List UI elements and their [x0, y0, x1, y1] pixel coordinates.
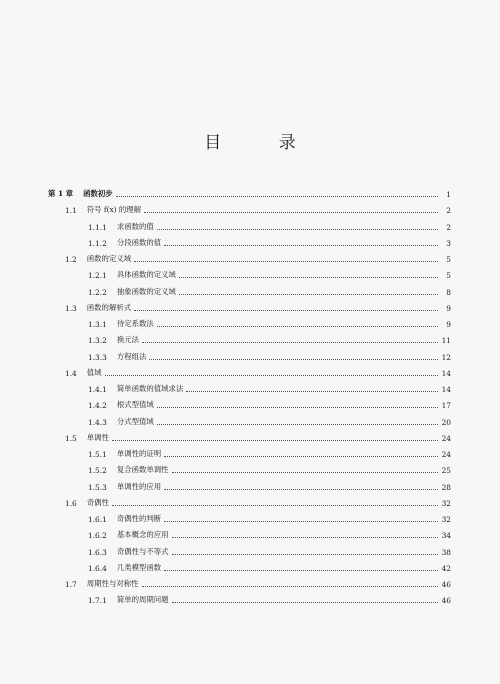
toc-entry-title: 奇偶性: [86, 497, 109, 507]
toc-entry-title: 周期性与对称性: [86, 579, 139, 588]
toc-entry-title: 换元法: [116, 335, 139, 345]
toc-entry-sub[interactable]: [88, 348, 451, 362]
toc-entry-number: 1.5.1: [88, 450, 107, 459]
toc-entry-title: 函数的解析式: [86, 302, 132, 312]
toc-entry-number: 1.6.4: [88, 563, 107, 573]
toc-dot-leader: [186, 390, 438, 392]
toc-entry-number: 1.7.1: [88, 596, 107, 606]
toc-entry-number: 1.5.2: [88, 466, 107, 476]
toc-entry-page-number: 1: [446, 190, 451, 199]
toc-entry-page-number: 42: [441, 563, 451, 573]
toc-entry-title: 待定系数法: [116, 319, 154, 328]
toc-dot-leader: [112, 439, 438, 441]
toc-entry-number: 1.1: [65, 206, 77, 216]
toc-entry-number: 1.5: [65, 433, 77, 443]
toc-entry-page-number: 32: [441, 515, 451, 524]
toc-entry-sub[interactable]: [88, 543, 451, 557]
toc-entry-page-number: 24: [441, 450, 451, 459]
toc-entry-number: 1.4.1: [88, 385, 107, 394]
toc-dot-leader: [172, 553, 438, 555]
toc-entry-sub[interactable]: [88, 331, 451, 345]
toc-entry-number: 1.2.2: [88, 287, 107, 297]
toc-dot-leader: [157, 325, 438, 327]
toc-dot-leader: [164, 244, 438, 246]
toc-entry-page-number: 17: [441, 401, 451, 411]
toc-dot-leader: [144, 211, 438, 213]
toc-entry-sub[interactable]: [88, 396, 451, 410]
toc-entry-number: 1.3.3: [88, 352, 107, 362]
toc-entry-title: 方程组法: [116, 351, 147, 361]
toc-entry-page-number: 11: [441, 336, 451, 346]
toc-dot-leader: [164, 455, 438, 457]
toc-entry-sub[interactable]: [88, 413, 451, 427]
toc-entry-sub[interactable]: [88, 478, 451, 492]
page-title: 目 录: [204, 133, 322, 153]
toc-entry-number: 1.6.2: [88, 531, 107, 541]
toc-dot-leader: [172, 536, 438, 538]
toc-entry-page-number: 38: [441, 547, 451, 557]
toc-entry-sub[interactable]: [88, 526, 451, 540]
toc-entry-number: 1.7: [65, 580, 77, 589]
toc-dot-leader: [134, 260, 438, 262]
toc-entry-title: 简单函数的值域求法: [116, 384, 184, 393]
toc-entry-title: 函数的定义域: [86, 254, 132, 263]
toc-entry-number: 1.3.2: [88, 336, 107, 346]
toc-entry-title: 求函数的值: [116, 221, 154, 231]
toc-entry-sub[interactable]: [88, 445, 451, 459]
toc-entry-number: 第 1 章: [48, 189, 74, 198]
toc-entry-title: 单调性: [86, 432, 109, 442]
toc-entry-title: 基本概念的应用: [116, 530, 169, 540]
toc-dot-leader: [112, 504, 438, 506]
toc-entry-page-number: 5: [446, 255, 451, 264]
toc-entry-sub[interactable]: [88, 461, 451, 475]
toc-entry-title: 奇偶性与不等式: [116, 546, 169, 556]
toc-dot-leader: [157, 406, 438, 408]
toc-entry-page-number: 9: [446, 320, 451, 329]
toc-entry-page-number: 24: [441, 433, 451, 443]
toc-entry-section[interactable]: [65, 364, 451, 378]
toc-dot-leader: [157, 423, 438, 425]
toc-entry-title: 简单的周期问题: [116, 595, 169, 605]
toc-entry-sub[interactable]: [88, 218, 451, 232]
toc-entry-section[interactable]: [65, 429, 451, 443]
toc-entry-section[interactable]: [65, 494, 451, 508]
toc-entry-title: 符号 f(x) 的理解: [86, 205, 142, 215]
toc-entry-number: 1.3.1: [88, 320, 107, 329]
toc-entry-title: 几类模型函数: [116, 562, 162, 572]
toc-entry-page-number: 8: [446, 287, 451, 297]
toc-entry-title: 值域: [86, 367, 102, 377]
toc-entry-number: 1.1.2: [88, 238, 107, 248]
toc-entry-sub[interactable]: [88, 510, 451, 524]
toc-entry-page-number: 25: [441, 466, 451, 476]
toc-dot-leader: [179, 276, 438, 278]
toc-entry-page-number: 5: [446, 271, 451, 281]
toc-entry-sub[interactable]: [88, 591, 451, 605]
toc-entry-page-number: 46: [441, 596, 451, 606]
toc-entry-number: 1.5.3: [88, 482, 107, 492]
toc-entry-title: 单调性的应用: [116, 481, 162, 491]
toc-dot-leader: [149, 358, 438, 360]
toc-entry-number: 1.2: [65, 255, 77, 264]
toc-entry-page-number: 32: [441, 498, 451, 508]
toc-dot-leader: [142, 341, 438, 343]
toc-entry-sub[interactable]: [88, 559, 451, 573]
toc-entry-page-number: 34: [441, 531, 451, 541]
toc-entry-sub[interactable]: [88, 234, 451, 248]
toc-entry-page-number: 12: [441, 352, 451, 362]
toc-dot-leader: [164, 488, 438, 490]
toc-entry-page-number: 20: [441, 417, 451, 427]
toc-entry-sub[interactable]: [88, 315, 451, 329]
toc-entry-title: 具体函数的定义域: [116, 270, 176, 280]
toc-entry-sub[interactable]: [88, 283, 451, 297]
toc-entry-page-number: 14: [441, 368, 451, 378]
toc-entry-page-number: 9: [446, 303, 451, 313]
toc-dot-leader: [164, 569, 438, 571]
toc-dot-leader: [172, 471, 438, 473]
toc-dot-leader: [172, 601, 438, 603]
toc-entry-page-number: 28: [441, 482, 451, 492]
toc-dot-leader: [164, 520, 438, 522]
toc-entry-title: 根式型值域: [116, 400, 154, 410]
toc-entry-section[interactable]: [65, 299, 451, 313]
toc-entry-title: 分式型值域: [116, 416, 154, 426]
toc-entry-number: 1.6: [65, 498, 77, 508]
toc-entry-number: 1.3: [65, 303, 77, 313]
toc-dot-leader: [157, 228, 438, 230]
toc-entry-page-number: 14: [441, 385, 451, 394]
toc-entry-title: 奇偶性的判断: [116, 514, 162, 523]
toc-entry-page-number: 3: [446, 238, 451, 248]
toc-entry-title: 分段函数的值: [116, 237, 162, 247]
toc-entry-title: 函数初步: [83, 189, 113, 198]
toc-entry-number: 1.4.3: [88, 417, 107, 427]
toc-dot-leader: [116, 195, 438, 197]
toc-entry-number: 1.6.1: [88, 515, 107, 524]
toc-entry-title: 抽象函数的定义域: [116, 286, 176, 296]
toc-entry-sub[interactable]: [88, 266, 451, 280]
toc-entry-page-number: 2: [446, 206, 451, 216]
toc-entry-number: 1.1.1: [88, 222, 107, 232]
toc-entry-number: 1.2.1: [88, 271, 107, 281]
toc-entry-number: 1.6.3: [88, 547, 107, 557]
toc-dot-leader: [179, 293, 438, 295]
toc-entry-sub[interactable]: [88, 380, 451, 394]
toc-entry-page-number: 46: [441, 580, 451, 589]
toc-entry-section[interactable]: [65, 201, 451, 215]
toc-entry-section[interactable]: [65, 575, 451, 589]
toc-dot-leader: [142, 585, 438, 587]
toc-dot-leader: [105, 374, 438, 376]
toc-entry-number: 1.4: [65, 368, 77, 378]
toc-entry-title: 复合函数单调性: [116, 465, 169, 475]
toc-dot-leader: [134, 309, 438, 311]
toc-entry-title: 单调性的证明: [116, 449, 162, 458]
toc-entry-number: 1.4.2: [88, 401, 107, 411]
toc-entry-chapter[interactable]: [48, 185, 451, 199]
toc-entry-section[interactable]: [65, 250, 451, 264]
toc-entry-page-number: 2: [446, 222, 451, 232]
